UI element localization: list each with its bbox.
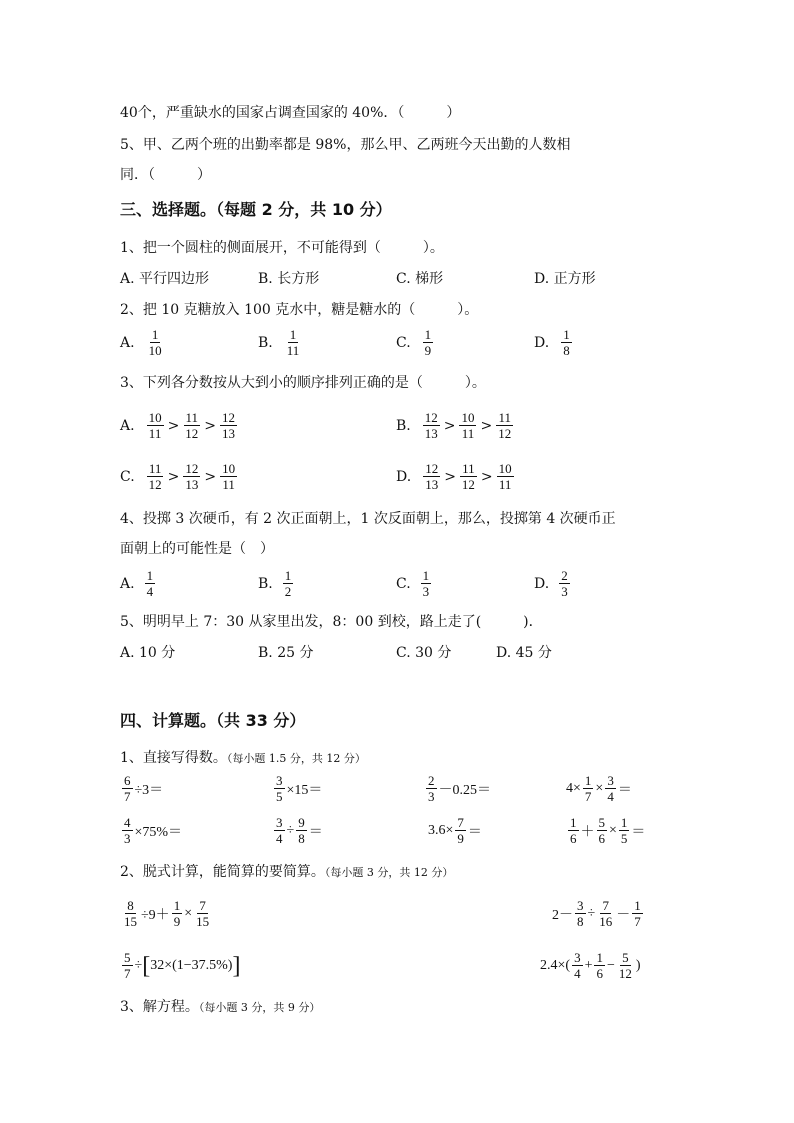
p3-text: 3、解方程。	[120, 999, 199, 1015]
denominator: 13	[222, 426, 236, 441]
option-label: C.	[396, 575, 411, 592]
greater-than: >	[204, 417, 217, 434]
numerator: 1	[284, 568, 292, 583]
expr-tail: ＝	[467, 824, 482, 840]
operator: −	[606, 957, 615, 973]
denominator: 9	[173, 914, 181, 929]
numerator: 1	[422, 568, 430, 583]
greater-than: >	[167, 468, 180, 485]
numerator: 10	[148, 410, 162, 425]
expr-tail: ＝	[308, 824, 323, 840]
option-label: D.	[534, 334, 550, 351]
numerator: 11	[498, 410, 511, 425]
q3-option-a	[120, 410, 239, 441]
numerator: 2	[428, 773, 435, 788]
denominator: 11	[461, 426, 475, 441]
option-label: A.	[120, 334, 135, 351]
q3-option-c	[120, 461, 239, 492]
p1-text: 1、直接写得数。	[120, 750, 227, 766]
numerator: 1	[151, 327, 159, 342]
p3-heading	[120, 998, 320, 1017]
q2-option-c	[396, 327, 435, 358]
q4-text-1: 4、投掷 3 次硬币，有 2 次正面朝上，1 次反面朝上，那么，投掷第 4 次硬币正	[120, 511, 616, 527]
q4-option-c	[396, 568, 433, 599]
calc-expr-7	[428, 815, 482, 846]
left-bracket: [	[142, 952, 151, 979]
numerator: 5	[124, 950, 131, 965]
denominator: 8	[577, 914, 584, 929]
p1-note: （每小题 1.5 分，共 12 分）	[226, 752, 366, 765]
numerator: 1	[146, 568, 154, 583]
expr-tail: －0.25＝	[438, 782, 491, 798]
denominator: 7	[634, 914, 641, 929]
denominator: 15	[196, 914, 210, 929]
numerator: 3	[607, 773, 614, 788]
q1-text: 1、把一个圆柱的侧面展开，不可能得到（ ）。	[120, 240, 444, 256]
q1-option-b: B. 长方形	[258, 271, 320, 287]
operator: ×	[595, 780, 604, 796]
q5-text: 5、明明早上 7：30 从家里出发，8：00 到校，路上走了( )．	[120, 614, 543, 630]
operator: +	[584, 957, 593, 973]
expr-tail: ×75%＝	[134, 824, 183, 840]
operator: ＋	[580, 824, 595, 840]
operator: －	[616, 907, 631, 923]
greater-than: >	[167, 417, 180, 434]
q2-option-b	[258, 327, 303, 358]
calc-expr-2	[272, 773, 322, 804]
greater-than: >	[480, 468, 493, 485]
option-label: B.	[396, 417, 411, 434]
denominator: 3	[422, 584, 430, 599]
numerator: 3	[276, 815, 283, 830]
expr-tail: )	[635, 957, 641, 973]
bracket-content: 32×(1−37.5%)	[150, 957, 233, 973]
denominator: 13	[185, 477, 199, 492]
denominator: 5	[620, 831, 628, 846]
intro-line-3: 同．（ ）	[120, 167, 211, 183]
numerator: 2	[561, 568, 568, 583]
denominator: 4	[607, 789, 614, 804]
greater-than: >	[480, 417, 493, 434]
p2-note: （每小题 3 分，共 12 分）	[324, 866, 454, 879]
operator: ÷	[286, 822, 295, 838]
denominator: 11	[222, 477, 235, 492]
calc-expr-6	[272, 815, 323, 846]
q3-text: 3、下列各分数按从大到小的顺序排列正确的是（ ）。	[120, 375, 486, 391]
p1-heading	[120, 749, 366, 768]
greater-than: >	[204, 468, 217, 485]
denominator: 7	[124, 789, 131, 804]
q4-option-b	[258, 568, 295, 599]
denominator: 9	[424, 343, 432, 358]
numerator: 5	[622, 950, 629, 965]
option-label: B.	[258, 575, 273, 592]
calc-expr-1	[120, 773, 163, 804]
numerator: 8	[127, 898, 134, 913]
p2-heading	[120, 863, 453, 882]
q5-option-d: D. 45 分	[496, 645, 552, 661]
numerator: 12	[425, 461, 439, 476]
numerator: 11	[185, 410, 199, 425]
q1-option-a: A. 平行四边形	[120, 271, 210, 287]
numerator: 7	[199, 898, 206, 913]
numerator: 3	[577, 898, 584, 913]
q3-option-b	[396, 410, 515, 441]
q4-option-a	[120, 568, 157, 599]
option-label: A.	[120, 575, 135, 592]
expr-head: 2.4×(	[540, 957, 571, 973]
operator: ÷9＋	[141, 907, 170, 923]
denominator: 11	[286, 343, 300, 358]
q3-option-d	[396, 461, 516, 492]
expr-head: 4×	[566, 780, 581, 796]
operator: ÷	[134, 957, 143, 973]
denominator: 4	[276, 831, 283, 846]
denominator: 6	[598, 831, 605, 846]
expr-tail: ×15＝	[286, 782, 323, 798]
right-bracket: ]	[232, 952, 241, 979]
q4-option-d	[534, 568, 572, 599]
denominator: 5	[276, 789, 283, 804]
expr-head: 3.6×	[428, 822, 454, 838]
numerator: 7	[602, 898, 609, 913]
greater-than: >	[443, 417, 456, 434]
denominator: 13	[425, 477, 439, 492]
expr-tail: ＝	[617, 782, 632, 798]
operator: ×	[184, 905, 193, 921]
denominator: 3	[124, 831, 131, 846]
denominator: 12	[185, 426, 199, 441]
q2-option-d	[534, 327, 574, 358]
numerator: 10	[461, 410, 475, 425]
numerator: 7	[457, 815, 464, 830]
section-4-heading: 四、计算题。（共 33 分）	[120, 711, 306, 730]
option-label: D.	[396, 468, 412, 485]
numerator: 10	[222, 461, 236, 476]
denominator: 3	[428, 789, 435, 804]
denominator: 8	[563, 343, 570, 358]
numerator: 12	[185, 461, 199, 476]
denominator: 6	[596, 966, 603, 981]
denominator: 12	[461, 477, 475, 492]
numerator: 10	[498, 461, 512, 476]
q1-option-d: D. 正方形	[534, 271, 596, 287]
numerator: 9	[298, 815, 305, 830]
simplify-expr-c	[120, 950, 240, 981]
calc-expr-5	[120, 815, 182, 846]
q2-option-a	[120, 327, 166, 358]
option-label: C.	[396, 334, 411, 351]
numerator: 11	[462, 461, 475, 476]
intro-line-2: 5、甲、乙两个班的出勤率都是 98%，那么甲、乙两班今天出勤的人数相	[120, 137, 571, 153]
denominator: 4	[574, 966, 581, 981]
section-3-heading: 三、选择题。（每题 2 分，共 10 分）	[120, 200, 392, 219]
q5-option-b: B. 25 分	[258, 645, 314, 661]
expr-tail: ＝	[631, 824, 646, 840]
greater-than: >	[444, 468, 456, 485]
denominator: 4	[146, 584, 154, 599]
operator: ÷	[587, 905, 596, 921]
option-label: C.	[120, 468, 135, 485]
numerator: 1	[563, 327, 570, 342]
operator: ×	[609, 822, 617, 838]
denominator: 12	[498, 426, 512, 441]
q5-option-c: C. 30 分	[396, 645, 452, 661]
numerator: 12	[424, 410, 438, 425]
denominator: 3	[561, 584, 568, 599]
denominator: 9	[457, 831, 464, 846]
simplify-expr-d	[540, 950, 641, 981]
numerator: 1	[289, 327, 297, 342]
denominator: 7	[584, 789, 592, 804]
denominator: 11	[148, 426, 162, 441]
numerator: 4	[124, 815, 131, 830]
numerator: 3	[574, 950, 581, 965]
expr-head: 2－	[552, 907, 573, 923]
numerator: 1	[570, 815, 577, 830]
q4-text-2: 面朝上的可能性是（ ）	[120, 541, 274, 557]
denominator: 16	[599, 914, 613, 929]
denominator: 10	[148, 343, 162, 358]
option-label: D.	[534, 575, 550, 592]
denominator: 12	[618, 966, 632, 981]
q5-option-a: A. 10 分	[120, 645, 176, 661]
calc-expr-3	[424, 773, 491, 804]
numerator: 6	[124, 773, 131, 788]
p2-text: 2、脱式计算，能简算的要简算。	[120, 864, 325, 880]
numerator: 5	[598, 815, 605, 830]
numerator: 3	[276, 773, 283, 788]
denominator: 6	[570, 831, 577, 846]
expr-tail: ÷3＝	[134, 782, 164, 798]
denominator: 7	[124, 966, 131, 981]
numerator: 1	[596, 950, 603, 965]
numerator: 12	[222, 410, 236, 425]
option-label: A.	[120, 417, 135, 434]
p3-note: （每小题 3 分，共 9 分）	[198, 1001, 321, 1014]
numerator: 11	[148, 461, 162, 476]
calc-expr-8	[566, 815, 645, 846]
simplify-expr-b	[552, 898, 645, 929]
intro-line-1: 40个，严重缺水的国家占调查国家的 40%．（ ）	[120, 105, 461, 121]
numerator: 1	[620, 815, 628, 830]
calc-expr-4	[566, 773, 632, 804]
denominator: 15	[124, 914, 137, 929]
q1-option-c: C. 梯形	[396, 271, 444, 287]
denominator: 8	[298, 831, 305, 846]
q2-text: 2、把 10 克糖放入 100 克水中，糖是糖水的（ ）。	[120, 302, 479, 318]
option-label: B.	[258, 334, 273, 351]
numerator: 1	[424, 327, 432, 342]
simplify-expr-a	[120, 898, 213, 929]
numerator: 1	[634, 898, 641, 913]
denominator: 12	[148, 477, 162, 492]
denominator: 11	[498, 477, 512, 492]
numerator: 1	[584, 773, 592, 788]
numerator: 1	[173, 898, 181, 913]
denominator: 13	[424, 426, 438, 441]
denominator: 2	[284, 584, 292, 599]
